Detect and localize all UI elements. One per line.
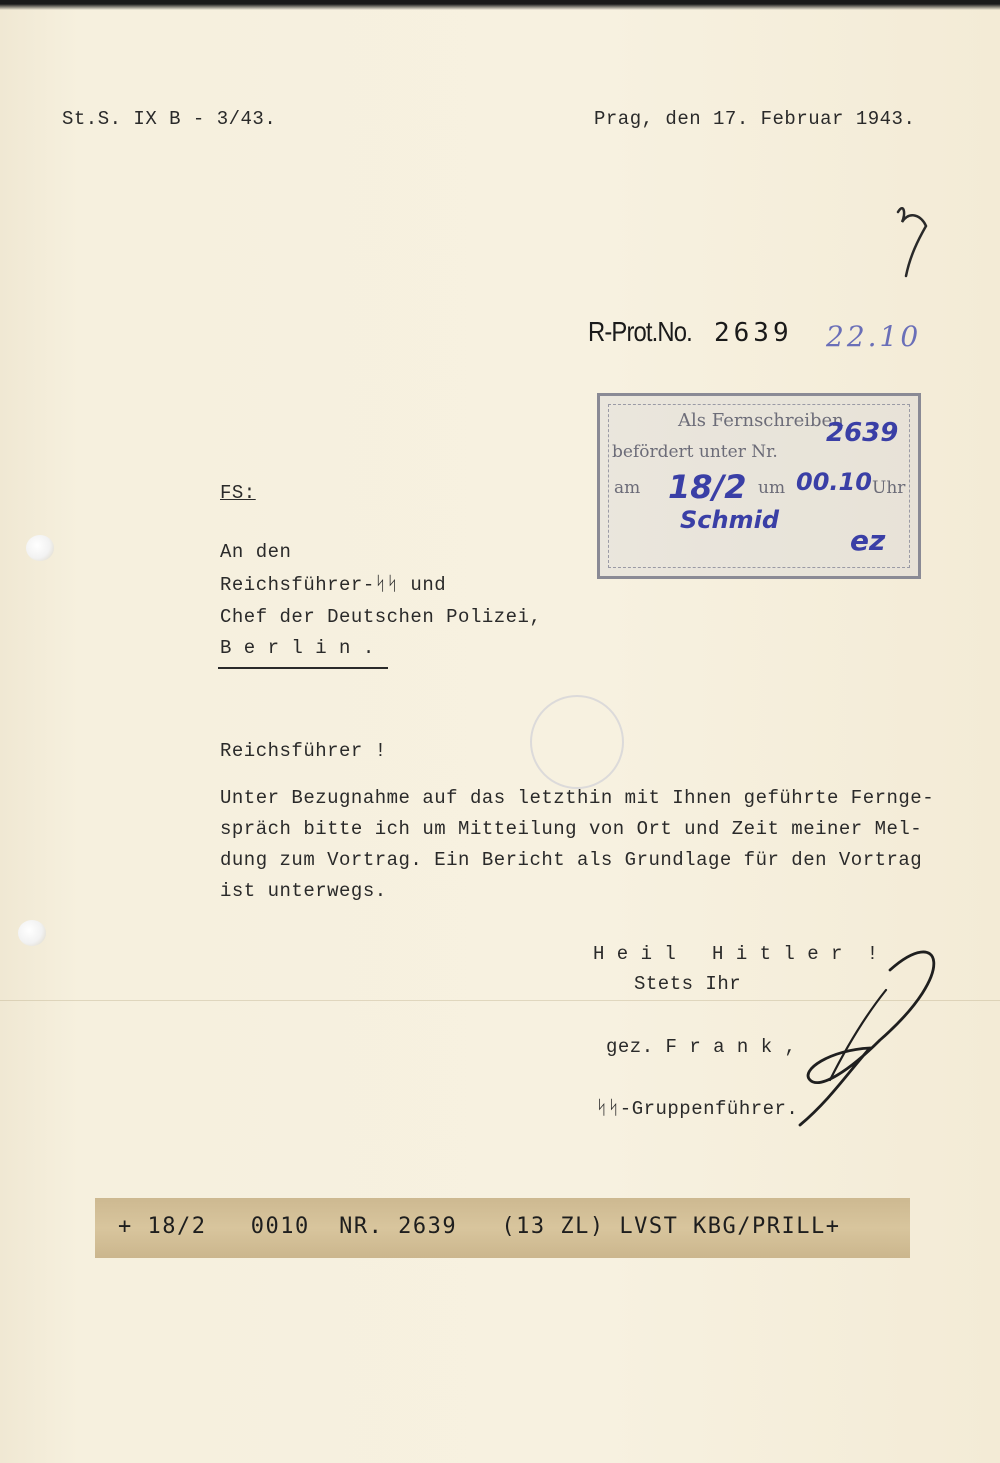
closing-stets-ihr: Stets Ihr	[634, 973, 742, 995]
stamp-hand-initials: Schmid	[680, 506, 780, 534]
address-line-2: Reichsführer-ᛋᛋ und	[220, 574, 447, 596]
punch-hole-top	[26, 535, 54, 561]
letter-body: Unter Bezugnahme auf das letzthin mit Ihnen geführte Fernge- spräch bitte ich um Mitteilung von Ort und Zeit meiner Mel- dung zum Vortrag. Ein Bericht als Grundlage für den Vortrag ist unterwegs.	[220, 787, 935, 902]
registry-handwritten-note: 22.10	[826, 320, 922, 353]
stamp-line-1: Als Fernschreiben	[678, 410, 844, 431]
closing-greeting: H e i l H i t l e r !	[593, 943, 879, 965]
handwritten-check-icon	[892, 200, 932, 280]
address-line-3: Chef der Deutschen Polizei,	[220, 606, 542, 628]
handwritten-signature-icon	[790, 930, 950, 1130]
closing-signed-name: gez. F r a n k ,	[606, 1036, 797, 1058]
place-date: Prag, den 17. Februar 1943.	[594, 108, 916, 130]
stamp-hand-time: 00.10	[796, 468, 872, 496]
address-line-1: An den	[220, 541, 292, 563]
reference-number: St.S. IX B - 3/43.	[62, 108, 277, 130]
teleprinter-stamp	[597, 393, 921, 579]
punch-hole-bottom	[18, 920, 46, 946]
stamp-line-3-um: um	[758, 478, 786, 498]
fs-marker: FS:	[220, 482, 256, 504]
closing-rank: ᛋᛋ-Gruppenführer.	[596, 1098, 799, 1120]
stamp-line-2: befördert unter Nr.	[612, 442, 778, 462]
salutation: Reichsführer !	[220, 740, 387, 762]
stamp-hand-date: 18/2	[668, 468, 747, 506]
faint-round-stamp	[530, 695, 624, 789]
stamp-line-3-uhr: Uhr	[872, 478, 906, 498]
registry-label: R-Prot.No.	[588, 316, 692, 347]
stamp-hand-number: 2639	[826, 418, 899, 448]
stamp-hand-extra: ez	[850, 524, 886, 557]
address-line-4: B e r l i n .	[220, 637, 375, 659]
stamp-line-3-prefix: am	[614, 478, 641, 498]
address-underline	[218, 667, 388, 669]
registry-number: 2639	[714, 318, 793, 348]
teleprinter-tape-text: + 18/2 0010 NR. 2639 (13 ZL) LVST KBG/PRILL+	[118, 1214, 841, 1239]
